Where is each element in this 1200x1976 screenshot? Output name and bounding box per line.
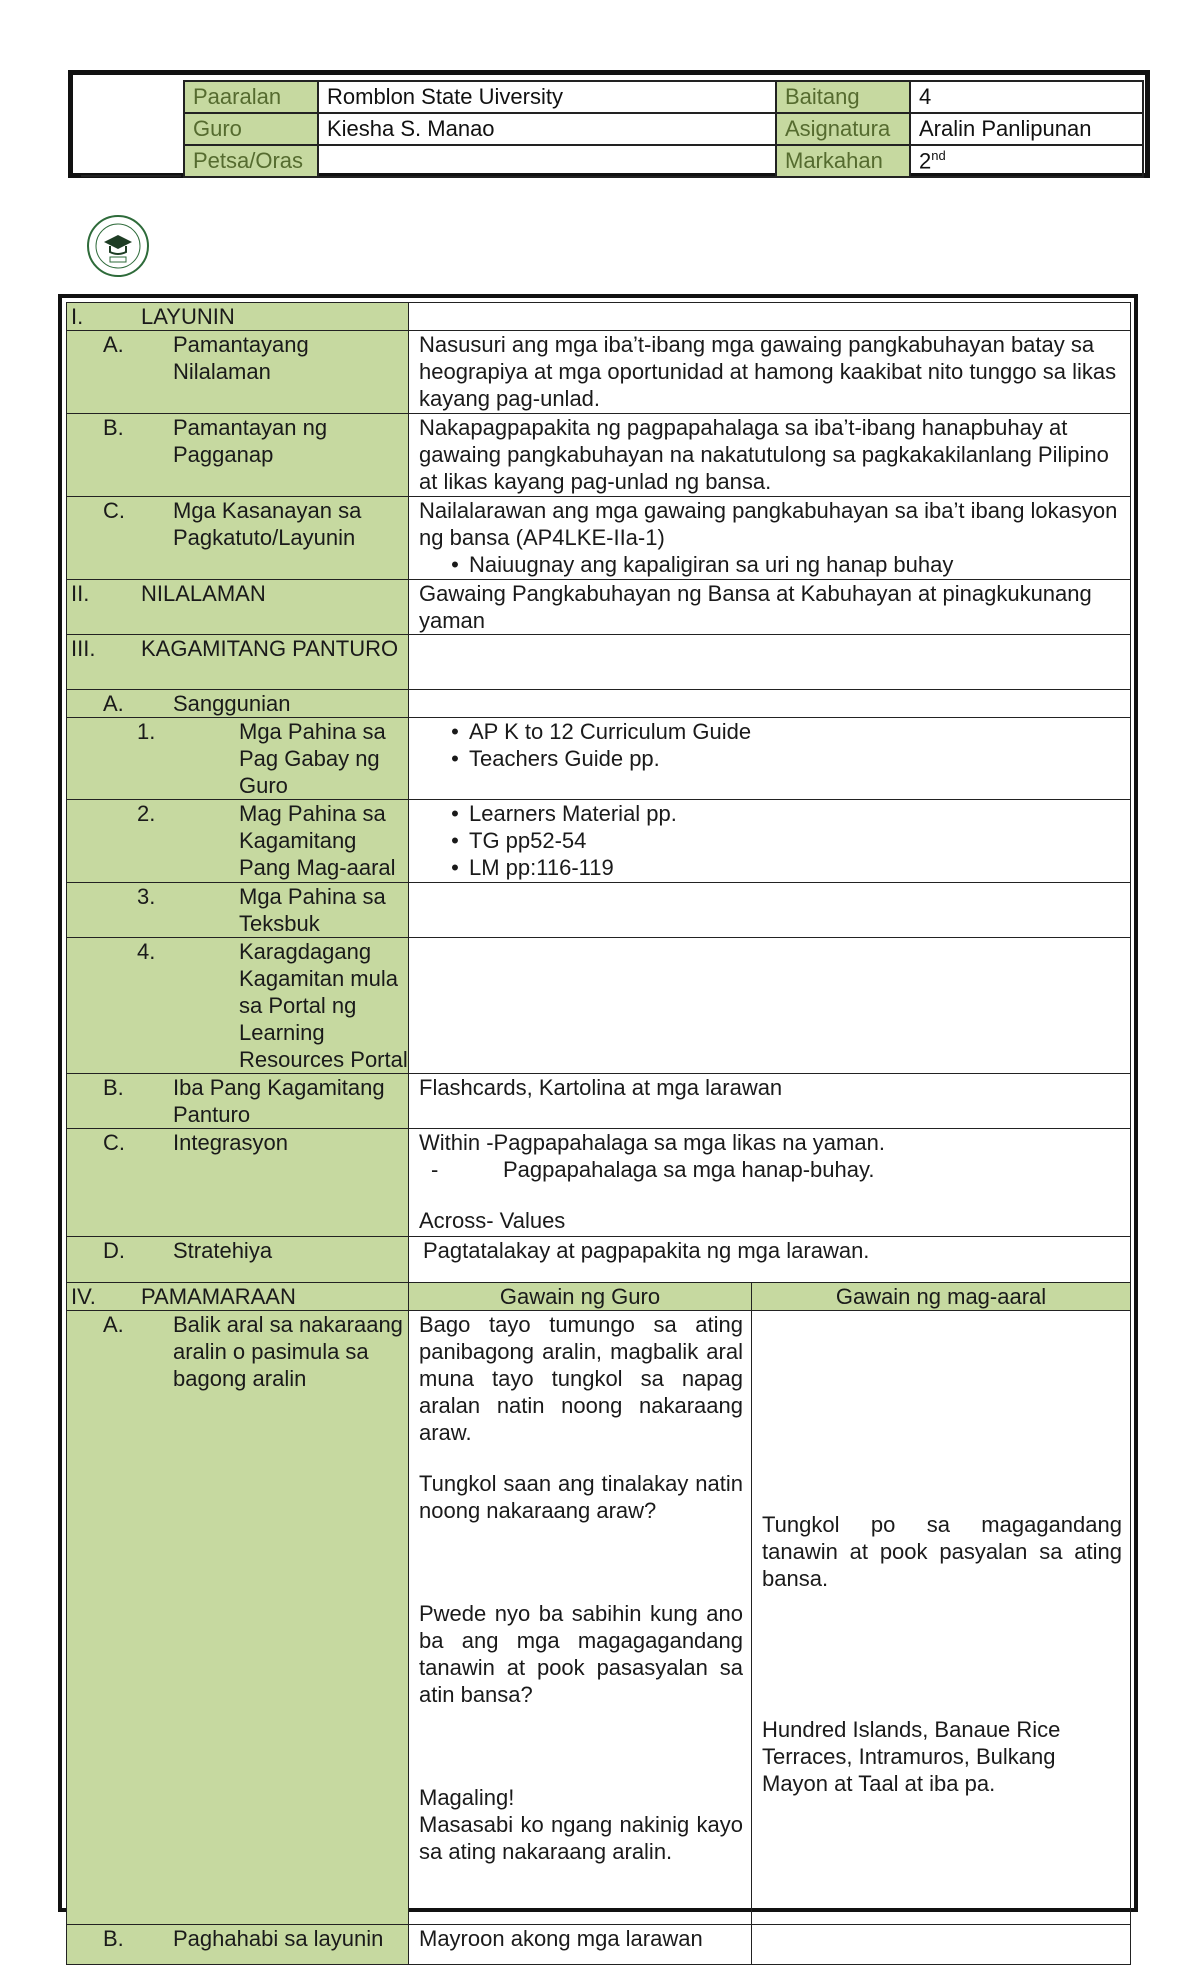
- s2-bullet: Learners Material pp.: [469, 801, 677, 826]
- pamantayan-pagganap-content: Nakapagpapakita ng pagpapahalaga sa iba’t-ibang hanapbuhay at gawaing pangkabuhayan na nakatutulong sa pagkakakilanlang Pilipino at likas kayang pag-unlad ng bansa.: [409, 414, 1131, 497]
- c1-label: Mga Kasanayan sa Pagkatuto/Layunin: [173, 498, 362, 550]
- balik-student-text-1: Tungkol po sa magagandang tanawin at pook pasyalan sa ating bansa.: [762, 1512, 1122, 1591]
- grade-label: Baitang: [776, 81, 910, 113]
- s2-bullet: TG pp52-54: [469, 828, 587, 853]
- balik-teacher-text-2: Tungkol saan ang tinalakay natin noong nakaraang araw?: [419, 1471, 743, 1523]
- balik-teacher-text-1: Bago tayo tumungo sa ating panibagong aralin, magbalik aral muna tayo tungkol sa napag aralan natin noong nakaraang araw.: [419, 1312, 743, 1445]
- col-student-header: Gawain ng mag-aaral: [752, 1283, 1131, 1311]
- integrasyon-label-cell: [67, 1129, 409, 1237]
- b1-num: B.: [103, 415, 124, 440]
- lesson-plan-table: [58, 294, 1138, 1951]
- sanggunian-label: Sanggunian: [173, 691, 291, 716]
- balik-student-text-2: Hundred Islands, Banaue Rice Terraces, Intramuros, Bulkang Mayon at Taal at iba pa.: [762, 1717, 1061, 1796]
- s1-content: [409, 718, 1131, 800]
- pamantayang-nilalaman-label-cell: [67, 331, 409, 414]
- layunin-content: [409, 303, 1131, 331]
- date-value: [318, 145, 776, 177]
- kagamitan-label-cell: [67, 635, 409, 690]
- stratehiya-num: D.: [103, 1238, 125, 1263]
- ibapang-label-cell: [67, 1074, 409, 1129]
- header-table: [68, 70, 1150, 178]
- paghahabi-teacher-cell: Mayroon akong mga larawan: [409, 1925, 752, 1965]
- nilalaman-content: Gawaing Pangkabuhayan ng Bansa at Kabuhayan at pinagkukunang yaman: [409, 580, 1131, 635]
- s4-content: [409, 938, 1131, 1074]
- kagamitan-num: III.: [71, 636, 96, 661]
- integrasyon-line2: Pagpapahalaga sa mga hanap-buhay.: [503, 1157, 875, 1182]
- subject-value: Aralin Panlipunan: [910, 113, 1143, 145]
- bullet-icon: •: [451, 719, 459, 744]
- layunin-num: I.: [71, 304, 84, 329]
- c1-num: C.: [103, 498, 125, 523]
- nilalaman-label-cell: [67, 580, 409, 635]
- sanggunian-num: A.: [103, 691, 124, 716]
- sanggunian-label-cell: [67, 690, 409, 718]
- quarter-number: 2: [919, 148, 932, 174]
- pamamaraan-num: IV.: [71, 1284, 96, 1309]
- s4-label: Karagdagang Kagamitan mula sa Portal ng Learning Resources Portal: [239, 939, 408, 1072]
- quarter-value: [910, 145, 1143, 177]
- bullet-icon: •: [451, 801, 459, 826]
- a1-label: Pamantayang Nilalaman: [173, 332, 309, 384]
- s3-num: 3.: [137, 884, 156, 909]
- paghahabi-student-cell: [752, 1925, 1131, 1965]
- date-label: Petsa/Oras: [184, 145, 318, 177]
- s1-bullet: Teachers Guide pp.: [469, 746, 660, 771]
- seal-logo-icon: [86, 214, 150, 278]
- s1-label-cell: [67, 718, 409, 800]
- subject-label: Asignatura: [776, 113, 910, 145]
- stratehiya-label-cell: [67, 1237, 409, 1283]
- pamantayang-nilalaman-content: Nasusuri ang mga iba’t-ibang mga gawaing pangkabuhayan batay sa heograpiya at mga oportunidad at hamong kaakibat nito tunggo sa likas kayang pag-unlad.: [409, 331, 1131, 414]
- s1-label: Mga Pahina sa Pag Gabay ng Guro: [239, 719, 386, 798]
- kagamitan-content: [409, 635, 1131, 690]
- school-label: Paaralan: [184, 81, 318, 113]
- s3-label-cell: [67, 883, 409, 938]
- a1-num: A.: [103, 332, 124, 357]
- s3-label: Mga Pahina sa Teksbuk: [239, 884, 386, 936]
- s2-content: [409, 800, 1131, 883]
- nilalaman-label: NILALAMAN: [141, 581, 266, 606]
- integrasyon-line1: Within -Pagpapahalaga sa mga likas na yaman.: [419, 1130, 885, 1155]
- bullet-icon: •: [451, 855, 459, 880]
- balik-label: Balik aral sa nakaraang aralin o pasimula sa bagong aralin: [173, 1312, 403, 1391]
- bullet-icon: •: [451, 828, 459, 853]
- sanggunian-content: [409, 690, 1131, 718]
- s1-num: 1.: [137, 719, 156, 744]
- balik-label-cell: [67, 1311, 409, 1925]
- ibapang-content: Flashcards, Kartolina at mga larawan: [409, 1074, 1131, 1129]
- integrasyon-num: C.: [103, 1130, 125, 1155]
- integrasyon-label: Integrasyon: [173, 1130, 288, 1155]
- school-value: Romblon State Uiversity: [318, 81, 776, 113]
- kasanayan-bullet: Naiuugnay ang kapaligiran sa uri ng hanap buhay: [469, 552, 954, 577]
- teacher-label: Guro: [184, 113, 318, 145]
- quarter-label: Markahan: [776, 145, 910, 177]
- kasanayan-text: Nailalarawan ang mga gawaing pangkabuhayan sa iba’t ibang lokasyon ng bansa (AP4LKE-IIa-1): [419, 498, 1118, 550]
- kagamitan-label: KAGAMITANG PANTURO: [141, 636, 399, 661]
- kasanayan-label-cell: [67, 497, 409, 580]
- s3-content: [409, 883, 1131, 938]
- layunin-row-label: [67, 303, 409, 331]
- stratehiya-content: Pagtatalakay at pagpapakita ng mga larawan.: [409, 1237, 1131, 1283]
- paghahabi-num: B.: [103, 1926, 124, 1951]
- layunin-label: LAYUNIN: [141, 304, 235, 329]
- integrasyon-dash: -: [431, 1157, 439, 1182]
- balik-teacher-text-5: Masasabi ko ngang nakinig kayo sa ating nakaraang aralin.: [419, 1812, 743, 1864]
- pamantayan-pagganap-label-cell: [67, 414, 409, 497]
- balik-teacher-cell: [409, 1311, 752, 1925]
- balik-teacher-text-4: Magaling!: [419, 1785, 515, 1810]
- teacher-value: Kiesha S. Manao: [318, 113, 776, 145]
- s4-num: 4.: [137, 939, 156, 964]
- quarter-suffix: nd: [931, 147, 946, 163]
- col-teacher-header: Gawain ng Guro: [409, 1283, 752, 1311]
- ibapang-label: Iba Pang Kagamitang Panturo: [173, 1075, 385, 1127]
- balik-teacher-text-3: Pwede nyo ba sabihin kung ano ba ang mga magagagandang tanawin at pook pasasyalan sa atin bansa?: [419, 1601, 743, 1707]
- integrasyon-line3: Across- Values: [419, 1208, 566, 1233]
- paghahabi-label-cell: [67, 1925, 409, 1965]
- paghahabi-label: Paghahabi sa layunin: [173, 1926, 384, 1951]
- balik-num: A.: [103, 1312, 124, 1337]
- integrasyon-content: [409, 1129, 1131, 1237]
- pamamaraan-label-cell: [67, 1283, 409, 1311]
- s2-label: Mag Pahina sa Kagamitang Pang Mag-aaral: [239, 801, 396, 880]
- s2-label-cell: [67, 800, 409, 883]
- bullet-icon: •: [451, 746, 459, 771]
- s2-bullet: LM pp:116-119: [469, 855, 614, 880]
- s1-bullet: AP K to 12 Curriculum Guide: [469, 719, 752, 744]
- b1-label: Pamantayan ng Pagganap: [173, 415, 328, 467]
- balik-student-cell: [752, 1311, 1131, 1925]
- stratehiya-label: Stratehiya: [173, 1238, 273, 1263]
- s4-label-cell: [67, 938, 409, 1074]
- ibapang-num: B.: [103, 1075, 124, 1100]
- s2-num: 2.: [137, 801, 156, 826]
- pamamaraan-label: PAMAMARAAN: [141, 1284, 296, 1309]
- kasanayan-content: [409, 497, 1131, 580]
- grade-value: 4: [910, 81, 1143, 113]
- nilalaman-num: II.: [71, 581, 90, 606]
- bullet-icon: •: [451, 552, 459, 577]
- header-divider: [81, 175, 181, 177]
